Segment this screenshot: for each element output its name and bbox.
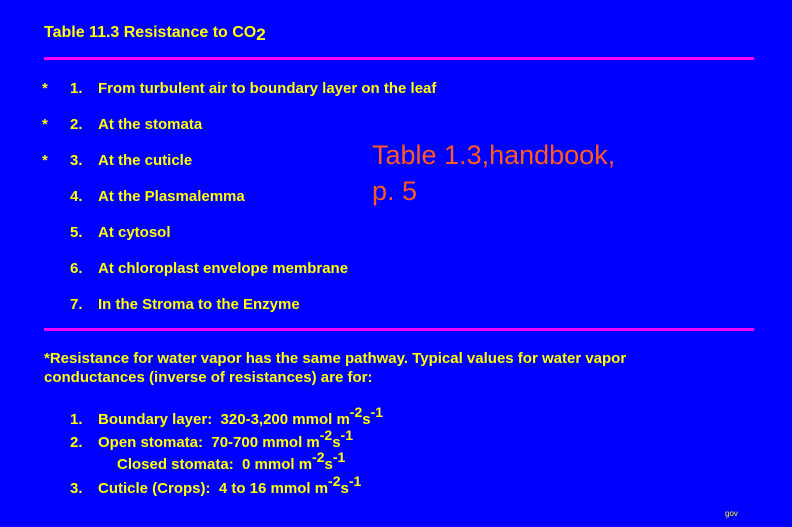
conductance-exponent: -2: [312, 449, 325, 465]
conductance-label: Cuticle (Crops):: [98, 480, 211, 497]
conductance-row-1: [98, 404, 384, 428]
list-number-6: 6.: [70, 260, 83, 277]
list-number-7: 7.: [70, 296, 83, 313]
conductance-label: Closed stomata:: [117, 456, 234, 473]
conductance-label: Boundary layer:: [98, 411, 213, 428]
conductance-value: 320-3,200 mmol m: [220, 411, 350, 428]
list-number-5: 5.: [70, 224, 83, 241]
list-number-3: 3.: [70, 152, 83, 169]
conductance-unit: s: [340, 480, 349, 497]
footer-mark: gov: [725, 509, 738, 518]
slide-title-subscript: 2: [256, 25, 266, 44]
conductance-number-2: 2.: [70, 434, 83, 451]
conductance-exponent: -1: [332, 449, 346, 465]
conductance-exponent: -2: [328, 473, 341, 489]
top-divider: [44, 57, 754, 60]
list-item-7: In the Stroma to the Enzyme: [98, 296, 300, 313]
conductance-unit: s: [324, 456, 333, 473]
list-number-4: 4.: [70, 188, 83, 205]
handbook-reference-line-1: Table 1.3,handbook,: [372, 140, 616, 170]
conductance-label: Open stomata:: [98, 434, 204, 451]
list-star-2: *: [42, 116, 48, 133]
list-item-4: At the Plasmalemma: [98, 188, 245, 205]
conductance-exponent: -1: [348, 473, 362, 489]
list-star-1: *: [42, 80, 48, 97]
conductance-number-3: 3.: [70, 480, 83, 497]
conductance-value: 4 to 16 mmol m: [218, 480, 329, 497]
conductance-value: 0 mmol m: [242, 456, 313, 473]
conductance-exponent: -2: [319, 427, 333, 443]
list-item-5: At cytosol: [98, 224, 171, 241]
footnote-line-1: *Resistance for water vapor has the same pathway. Typical values for water vapor: [44, 350, 627, 367]
slide-title-text: Table 11.3 Resistance to CO: [44, 24, 257, 41]
list-number-2: 2.: [70, 116, 83, 133]
conductance-exponent: -1: [370, 404, 384, 420]
handbook-reference-line-2: p. 5: [372, 176, 418, 206]
conductance-number-1: 1.: [70, 411, 83, 428]
conductance-exponent: -1: [340, 427, 353, 443]
list-number-1: 1.: [70, 80, 83, 97]
middle-divider: [44, 328, 754, 331]
conductance-row-4: [98, 473, 362, 497]
list-item-2: At the stomata: [98, 116, 203, 133]
water-vapor-footnote: [44, 349, 784, 387]
list-item-3: At the cuticle: [98, 152, 193, 169]
list-item-1: From turbulent air to boundary layer on the leaf: [98, 80, 437, 97]
conductance-row-3: [117, 449, 346, 473]
list-item-6: At chloroplast envelope membrane: [98, 260, 349, 277]
list-star-3: *: [42, 152, 48, 169]
conductance-value: 70-700 mmol m: [211, 434, 320, 451]
slide-title: [44, 22, 266, 42]
conductance-exponent: -2: [349, 404, 363, 420]
handbook-reference-note: [372, 137, 615, 209]
footnote-line-2: conductances (inverse of resistances) are for:: [44, 369, 373, 386]
conductance-unit: s: [332, 434, 341, 451]
conductance-unit: s: [362, 411, 371, 428]
